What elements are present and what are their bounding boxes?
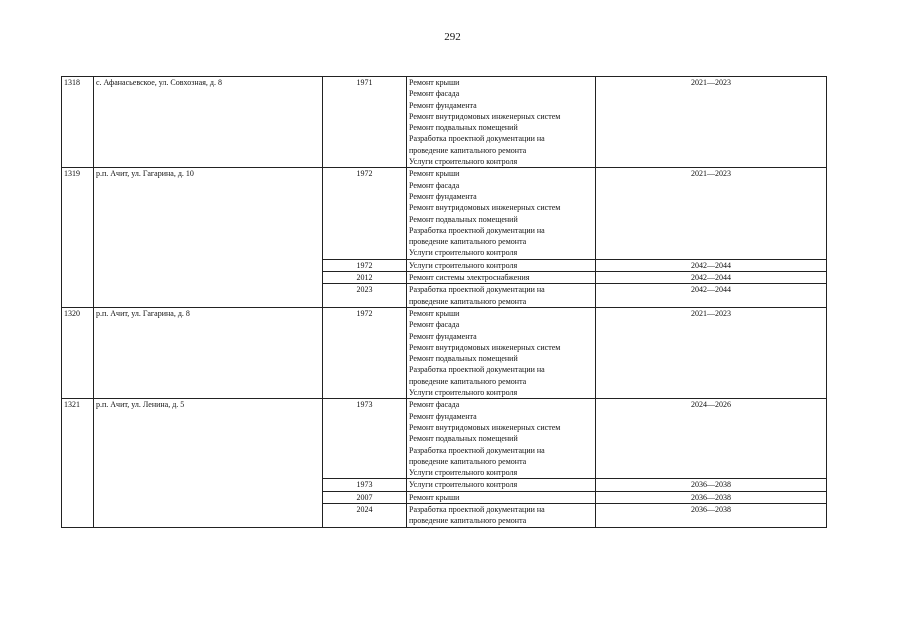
building-number: 1318: [62, 77, 94, 168]
work-item: Ремонт фасада: [409, 320, 460, 330]
repair-year: 1972: [323, 307, 407, 398]
work-types: [407, 272, 596, 284]
building-address: р.п. Ачит, ул. Гагарина, д. 8: [94, 307, 323, 398]
work-item: Разработка проектной документации на: [409, 504, 545, 514]
work-item: Услуги строительного контроля: [409, 248, 518, 258]
work-types: [407, 168, 596, 259]
work-item: Услуги строительного контроля: [409, 157, 518, 167]
work-item: Разработка проектной документации на: [409, 445, 545, 455]
table-row: [62, 77, 827, 168]
building-address: с. Афанасьевское, ул. Совхозная, д. 8: [94, 77, 323, 168]
building-number: 1320: [62, 307, 94, 398]
work-item: проведение капитального ремонта: [409, 376, 527, 386]
work-types: [407, 479, 596, 491]
work-item: Ремонт внутридомовых инженерных систем: [409, 422, 561, 432]
work-item: Ремонт фундамента: [409, 100, 477, 110]
repair-year: 1972: [323, 259, 407, 271]
work-item: Ремонт подвальных помещений: [409, 434, 518, 444]
planned-period: 2024—2026: [596, 399, 827, 479]
work-item: Ремонт крыши: [409, 169, 460, 179]
building-address: р.п. Ачит, ул. Ленина, д. 5: [94, 399, 323, 527]
work-item: проведение капитального ремонта: [409, 145, 527, 155]
work-types: [407, 77, 596, 168]
building-number: 1319: [62, 168, 94, 308]
work-types: [407, 491, 596, 503]
work-item: Ремонт фасада: [409, 180, 460, 190]
work-item: Разработка проектной документации на: [409, 285, 545, 295]
building-number: 1321: [62, 399, 94, 527]
work-types: [407, 259, 596, 271]
repair-year: 2012: [323, 272, 407, 284]
work-item: проведение капитального ремонта: [409, 237, 527, 247]
building-address: р.п. Ачит, ул. Гагарина, д. 10: [94, 168, 323, 308]
table-row: [62, 399, 827, 479]
planned-period: 2021—2023: [596, 168, 827, 259]
work-types: [407, 503, 596, 527]
planned-period: 2021—2023: [596, 77, 827, 168]
work-types: [407, 284, 596, 308]
work-item: Услуги строительного контроля: [409, 388, 518, 398]
table-row: [62, 168, 827, 259]
repair-year: 1971: [323, 77, 407, 168]
work-item: Разработка проектной документации на: [409, 365, 545, 375]
planned-period: 2036—2038: [596, 503, 827, 527]
planned-period: 2042—2044: [596, 284, 827, 308]
table-body: [62, 77, 827, 528]
capital-repair-table: [61, 76, 827, 528]
work-types: [407, 399, 596, 479]
repair-year: 2023: [323, 284, 407, 308]
work-item: Ремонт фундамента: [409, 191, 477, 201]
repair-year: 1973: [323, 399, 407, 479]
work-item: проведение капитального ремонта: [409, 516, 527, 526]
work-item: Ремонт подвальных помещений: [409, 123, 518, 133]
planned-period: 2042—2044: [596, 272, 827, 284]
page-number: 292: [444, 31, 461, 43]
work-item: Ремонт фундамента: [409, 411, 477, 421]
work-item: Ремонт внутридомовых инженерных систем: [409, 342, 561, 352]
work-item: Ремонт внутридомовых инженерных систем: [409, 203, 561, 213]
work-item: проведение капитального ремонта: [409, 456, 527, 466]
work-item: Услуги строительного контроля: [409, 468, 518, 478]
work-item: Ремонт фасада: [409, 400, 460, 410]
work-item: Ремонт фасада: [409, 89, 460, 99]
work-item: Ремонт внутридомовых инженерных систем: [409, 111, 561, 121]
repair-year: 2024: [323, 503, 407, 527]
work-item: проведение капитального ремонта: [409, 296, 527, 306]
repair-year: 1972: [323, 168, 407, 259]
work-item: Ремонт подвальных помещений: [409, 354, 518, 364]
work-types: [407, 307, 596, 398]
planned-period: 2021—2023: [596, 307, 827, 398]
work-item: Ремонт крыши: [409, 308, 460, 318]
work-item: Ремонт подвальных помещений: [409, 214, 518, 224]
table-row: [62, 307, 827, 398]
work-item: Ремонт системы электроснабжения: [409, 273, 530, 283]
planned-period: 2042—2044: [596, 259, 827, 271]
work-item: Ремонт фундамента: [409, 331, 477, 341]
planned-period: 2036—2038: [596, 491, 827, 503]
work-item: Разработка проектной документации на: [409, 225, 545, 235]
planned-period: 2036—2038: [596, 479, 827, 491]
work-item: Услуги строительного контроля: [409, 480, 518, 490]
repair-year: 1973: [323, 479, 407, 491]
work-item: Услуги строительного контроля: [409, 260, 518, 270]
work-item: Ремонт крыши: [409, 78, 460, 87]
work-item: Разработка проектной документации на: [409, 134, 545, 144]
repair-year: 2007: [323, 491, 407, 503]
work-item: Ремонт крыши: [409, 492, 460, 502]
